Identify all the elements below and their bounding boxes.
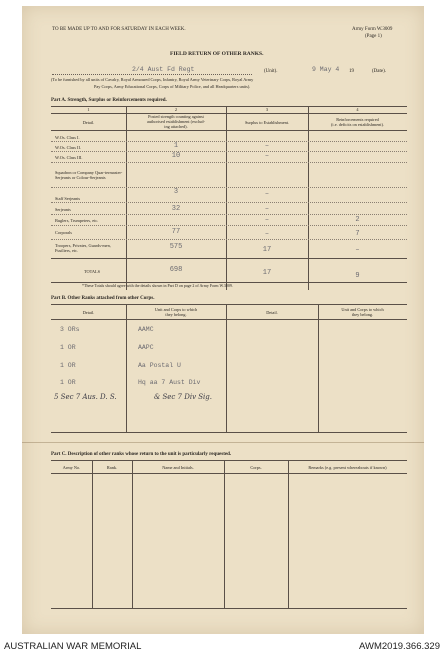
- part-b-row-3-unit: Aa Postal U: [138, 362, 181, 369]
- part-b-col-line-1: [126, 304, 127, 432]
- part-b-row-2-unit: AAPC: [138, 344, 154, 351]
- unit-label: (Unit).: [264, 69, 278, 74]
- row-rule: [51, 239, 407, 240]
- part-b-bottom-rule: [51, 432, 407, 433]
- paper-fold-line: [22, 442, 424, 443]
- page-number: (Page 1): [365, 34, 382, 39]
- archive-footer: [0, 634, 446, 653]
- row-surplus-staff-serjeants: –: [264, 190, 270, 198]
- part-b-header-rule: [51, 319, 407, 320]
- col-header-posted-3: ing attached).: [164, 124, 188, 129]
- part-c-header-rule: [51, 473, 407, 474]
- part-b-header-unit-2: they belong.: [165, 312, 187, 317]
- row-posted-wo2: 1: [173, 142, 179, 150]
- row-detail-troopers: Troopers, Privates, Guards-men, Fusiliers, etc.: [55, 243, 111, 253]
- note-line-2: Pay Corps, Army Educational Corps, Corps of Military Police, and all Headquarters units).: [94, 84, 251, 89]
- part-b-header-detail: Detail.: [82, 310, 95, 315]
- part-b-top-rule: [51, 304, 407, 305]
- row-detail-wo1: W.Os. Class I.: [55, 135, 80, 140]
- unit-dotted-line: [52, 74, 252, 75]
- row-reinf-corporals: 7: [355, 230, 360, 238]
- col-header-posted-1: Posted strength counting against: [148, 114, 204, 119]
- row-detail-wo2: W.Os. Class II.: [55, 145, 81, 150]
- col-number-2: 2: [174, 107, 178, 112]
- part-b-row-3-detail: 1 OR: [60, 362, 76, 369]
- form-sheet: [22, 6, 424, 634]
- part-b-header-unit-1: Unit and Corps to which: [154, 307, 198, 312]
- row-posted-serjeants: 32: [171, 205, 181, 213]
- row-posted-troopers: 575: [169, 243, 183, 251]
- col-number-1: 1: [87, 107, 90, 112]
- row-rule: [51, 202, 407, 203]
- part-b-col-line-2: [226, 304, 227, 432]
- col-header-surplus: Surplus to Establishment.: [244, 120, 290, 125]
- col-header-reinf-1: Reinforcements required: [336, 117, 379, 122]
- part-c-col-line-3: [224, 460, 225, 608]
- row-detail-cqms: Squadron or Company Quar-termaster-Serjeants or Colour-Serjeants: [55, 170, 123, 180]
- part-b-row-4-unit: Hq aa 7 Aust Div: [138, 379, 201, 386]
- row-surplus-wo3: –: [264, 152, 270, 160]
- date-value: 9 May 4: [312, 66, 340, 73]
- footer-institution: AUSTRALIAN WAR MEMORIAL: [4, 641, 142, 652]
- col-number-rule: [51, 113, 407, 114]
- row-rule: [51, 187, 407, 188]
- row-rule: [51, 214, 407, 215]
- totals-footnote: *These Totals should agree with the details shown in Part D on page 2 of Army Form W.3009.: [82, 283, 233, 288]
- part-a-col-line-3: [308, 106, 309, 290]
- totals-top-rule: [51, 258, 407, 259]
- date-year: 19: [349, 69, 354, 74]
- form-title: FIELD RETURN OF OTHER RANKS.: [170, 51, 264, 57]
- date-label: (Date).: [372, 69, 387, 74]
- row-surplus-serjeants: –: [264, 205, 270, 213]
- part-c-col-line-1: [92, 460, 93, 608]
- totals-posted: 698: [169, 266, 183, 274]
- part-b-header-unit2-1: Unit and Corps to which: [341, 307, 384, 312]
- part-a-title: Part A. Strength, Surplus or Reinforcements required.: [51, 98, 167, 103]
- col-header-rule: [51, 130, 407, 131]
- row-surplus-wo2: –: [264, 142, 270, 150]
- row-detail-corporals: Corporals: [55, 230, 72, 235]
- row-posted-staff-serjeants: 3: [173, 188, 179, 196]
- part-a-col-line-1: [126, 106, 127, 290]
- unit-value: 2/4 Aust Fd Regt: [132, 66, 195, 73]
- row-surplus-troopers: 17: [262, 246, 272, 254]
- part-b-row-4-detail: 1 OR: [60, 379, 76, 386]
- part-c-bottom-rule: [51, 608, 407, 609]
- part-b-col-line-3: [318, 304, 319, 432]
- note-line-1: (To be furnished by all units of Cavalry, Royal Armoured Corps, Infantry, Royal Army Veterinary Corps, Royal Army: [51, 77, 254, 82]
- part-b-row-2-detail: 1 OR: [60, 344, 76, 351]
- row-posted-corporals: 77: [171, 228, 181, 236]
- part-a-col-line-2: [226, 106, 227, 290]
- part-c-top-rule: [51, 460, 407, 461]
- row-rule: [51, 225, 407, 226]
- col-header-posted-2: authorised establishment (exclud-: [147, 119, 205, 124]
- part-b-handwritten-right: & Sec 7 Div Sig.: [154, 393, 212, 401]
- part-b-title: Part B. Other Ranks attached from other Corps.: [51, 296, 155, 301]
- row-detail-wo3: W.Os. Class III.: [55, 155, 83, 160]
- part-c-header-rank: Rank.: [106, 465, 118, 470]
- part-c-header-corps: Corps.: [250, 465, 262, 470]
- row-reinf-buglers: 2: [355, 216, 360, 224]
- row-surplus-corporals: –: [264, 230, 270, 238]
- form-number: Army Form W.3009: [352, 27, 393, 32]
- row-detail-buglers: Buglers, Trumpeters, etc.: [55, 218, 99, 223]
- col-number-3: 3: [265, 107, 269, 112]
- row-rule: [51, 162, 407, 163]
- part-b-row-1-unit: AAMC: [138, 326, 154, 333]
- row-surplus-buglers: –: [264, 216, 270, 224]
- part-b-header-detail-2: Detail.: [266, 310, 278, 315]
- part-b-handwritten-left: 5 Sec 7 Aus. D. S.: [54, 393, 117, 401]
- part-c-header-army-no: Army No.: [62, 465, 81, 470]
- row-detail-staff-serjeants: Staff Serjeants: [55, 196, 81, 201]
- totals-label: TOTALS: [84, 269, 101, 274]
- part-b-header-unit2-2: they belong.: [351, 312, 374, 317]
- part-c-header-name: Name and Initials.: [162, 465, 194, 470]
- part-c-col-line-4: [288, 460, 289, 608]
- row-posted-wo3: 10: [171, 152, 181, 160]
- row-detail-serjeants: Serjeants: [55, 207, 71, 212]
- part-c-title: Part C. Description of other ranks whose return to the unit is particularly requested.: [51, 452, 232, 457]
- totals-reinf: 9: [355, 272, 360, 280]
- col-header-detail: Detail.: [82, 120, 95, 125]
- col-header-reinf-2: (i.e. deficits on establishment).: [331, 122, 384, 127]
- part-b-row-1-detail: 3 ORs: [60, 326, 80, 333]
- totals-surplus: 17: [262, 269, 272, 277]
- part-c-header-remarks: Remarks (e.g. present whereabouts if known): [308, 465, 387, 470]
- col-number-4: 4: [356, 107, 359, 112]
- footer-accession-number: AWM2019.366.329: [359, 641, 440, 652]
- part-c-col-line-2: [132, 460, 133, 608]
- row-reinf-troopers: –: [355, 246, 360, 254]
- top-left-instruction: TO BE MADE UP TO AND FOR SATURDAY IN EACH WEEK.: [52, 27, 186, 32]
